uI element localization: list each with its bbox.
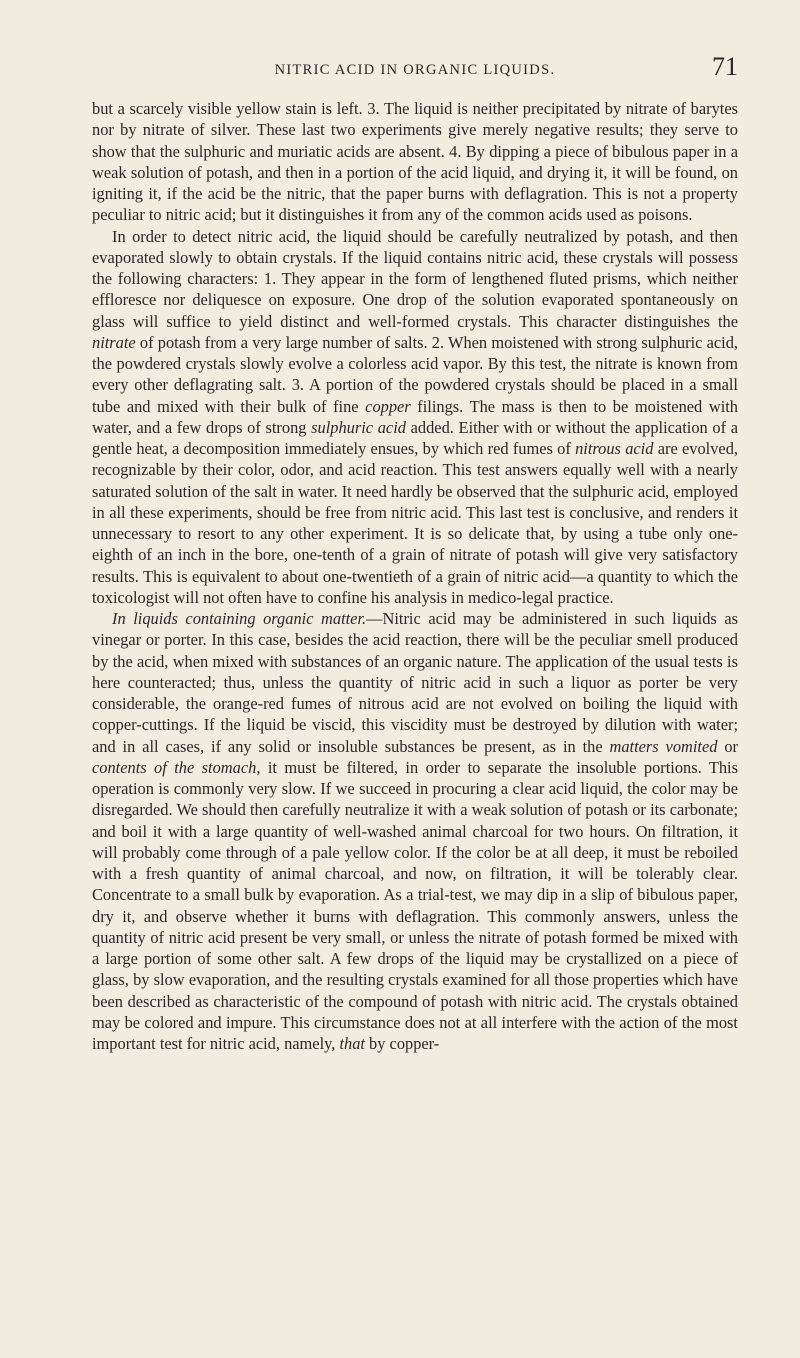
italic-text: contents of the stomach [92,757,257,777]
text-run: filings. The mass is then to be moistened with water, and a few drops of strong [92,396,738,437]
page-header [92,52,738,92]
italic-text: copper [365,396,411,416]
paragraph-organic-liquids [92,608,738,1054]
paragraph-continued [92,98,738,226]
text-run: but a scarcely visible yellow stain is left. 3. The liquid is neither precipitated by nitrate of barytes nor by nitrate of silver. These last two experiments give merely negative results; they serve to show that the sulphuric and muriatic acids are absent. 4. By dipping a piece of bibulous paper in a weak solution of potash, and then in a portion of the acid liquid, and drying it, it will be found, on igniting it, if the acid be the nitric, that the paper burns with deflagration. This is not a property peculiar to nitric acid; but it distinguishes it from any of the common acids used as poisons. [92,99,738,225]
body-text [92,98,738,1054]
text-run: by copper- [364,1034,440,1053]
text-run: or [717,736,738,756]
paragraph-detection [92,226,738,609]
italic-text: nitrate [92,332,136,352]
text-run: —Nitric acid may be administered in such liquids as vinegar or porter. In this case, besides the acid reaction, there will be the peculiar smell produced by the acid, when mixed with substances of an organic nature. The application of the usual tests is here counteracted; thus, unless the quantity of nitric acid in such a liquor as porter be very considerable, the orange-red fumes of nitrous acid are not evolved on boiling the liquid with copper-cuttings. If the liquid be viscid, this viscidity must be destroyed by dilution with water; and in all cases, if any solid or insoluble substances be present, as in the [92,609,739,756]
italic-text: matters vomited [609,736,718,756]
text-run: , it must be filtered, in order to separate the insoluble portions. This operation is commonly very slow. If we succeed in procuring a clear acid liquid, the color may be disregarded. We should then carefully neutralize it with a weak solution of potash or its carbonate; and boil it with a large quantity of well-washed animal charcoal for two hours. On filtration, it will probably come through of a pale yellow color. If the color be at all deep, it must be reboiled with a fresh quantity of animal charcoal, and now, on filtration, it will be tolerably clear. Concentrate to a small bulk by evaporation. As a trial-test, we may dip in a slip of bibulous paper, dry it, and observe whether it burns with deflagration. This commonly answers, unless the quantity of nitric acid present be very small, or unless the nitrate of potash formed be mixed with a large portion of some other salt. A few drops of the liquid may be crystallized on a piece of glass, by slow evaporation, and the resulting crystals examined for all those properties which have been described as characteristic of the compound of potash with nitric acid. The crystals obtained may be colored and impure. This circumstance does not at all interfere with the action of the most important test for nitric acid, namely, [92,757,738,1053]
italic-text: In liquids containing organic matter. [112,609,367,628]
text-run: In order to detect nitric acid, the liquid should be carefully neutralized by potash, and then evaporated slowly to obtain crystals. If the liquid contains nitric acid, these crystals will possess the following characters: 1. They appear in the form of lengthened fluted prisms, which neither effloresce nor deliquesce on exposure. One drop of the solution evaporated spontaneously on glass will suffice to yield distinct and well-formed crystals. This character distinguishes the [92,226,738,331]
page-number: 71 [712,52,738,81]
italic-text: that [339,1034,365,1053]
running-title: NITRIC ACID IN ORGANIC LIQUIDS. [274,62,556,78]
italic-text: nitrous acid [575,439,654,458]
italic-text: sulphuric acid [311,417,406,437]
text-run: added. Either with or without the application of a gentle heat, a decomposition immediately ensues, by which red fumes of [92,417,738,458]
text-run: are evolved, recognizable by their color, odor, and acid reaction. This test answers equally well with a nearly saturated solution of the salt in water. It need hardly be observed that the sulphuric acid, employed in all these experiments, should be free from nitric acid. This last test is conclusive, and renders it unnecessary to resort to any other experiment. It is so delicate that, by using a tube only one-eighth of an inch in the bore, one-tenth of a grain of nitrate of potash will give very satisfactory results. This is equivalent to about one-twentieth of a grain of nitric acid—a quantity to which the toxicologist will not often have to confine his analysis in medico-legal practice. [92,439,738,607]
text-run: of potash from a very large number of salts. 2. When moistened with strong sulphuric acid, the powdered crystals slowly evolve a colorless acid vapor. By this test, the nitrate is known from every other deflagrating salt. 3. A portion of the powdered crystals should be placed in a small tube and mixed with their bulk of fine [92,332,738,416]
